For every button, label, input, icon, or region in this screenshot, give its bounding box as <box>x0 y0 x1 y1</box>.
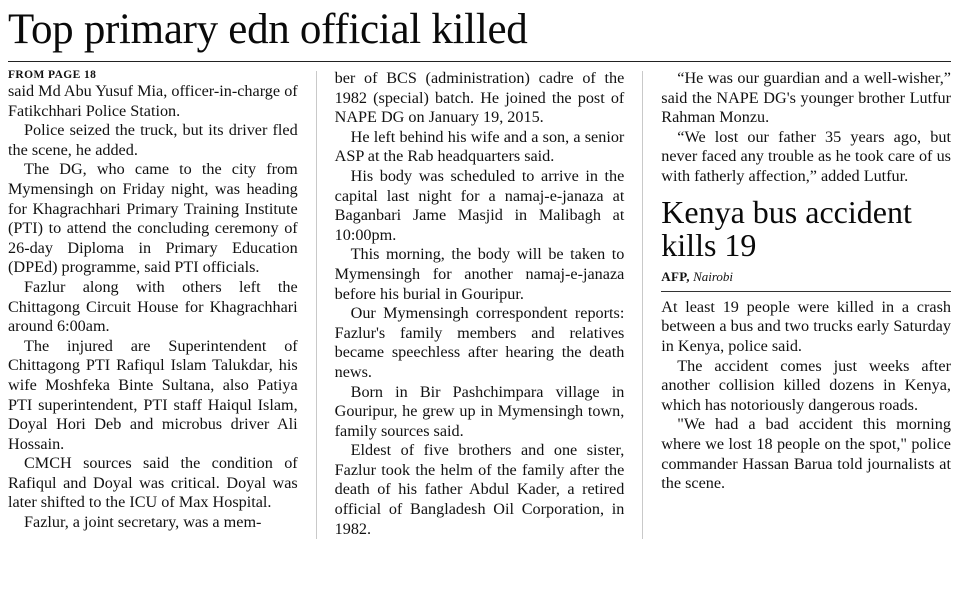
column-one <box>8 69 298 539</box>
paragraph: Born in Bir Pashchimpara village in Gouripur, he grew up in Mymensingh town, family sources said. <box>334 382 625 440</box>
paragraph: “He was our guardian and a well-wisher,” said the NAPE DG's younger brother Lutfur Rahman Monzu. <box>661 69 951 127</box>
byline-divider <box>661 291 951 292</box>
secondary-headline: Kenya bus accident kills 19 <box>661 193 912 264</box>
paragraph: The DG, who came to the city from Mymensingh on Friday night, was heading for Khagrachhari Primary Training Institute (PTI) to attend the concluding ceremony of 26-day Diploma in Primary Education (DPEd) programme, said PTI officials. <box>8 160 298 277</box>
paragraph: CMCH sources said the condition of Rafiqul and Doyal was critical. Doyal was later shifted to the ICU of Max Hospital. <box>8 454 298 512</box>
article-columns <box>0 69 959 539</box>
paragraph: Our Mymensingh correspondent reports: Fazlur's family members and relatives became speechless after hearing the death news. <box>334 304 625 381</box>
paragraph: The injured are Superintendent of Chittagong PTI Rafiqul Islam Talukdar, his wife Moshfeka Binte Sultana, also Patiya PTI superintendent, PTI staff Haiqul Islam, Doyal Hori Deb and microbus driver Ali Hossain. <box>8 336 298 453</box>
column-three <box>661 69 951 539</box>
page-title: Top primary edn official killed <box>8 6 528 53</box>
paragraph: Police seized the truck, but its driver fled the scene, he added. <box>8 121 298 159</box>
column-two <box>335 69 625 539</box>
paragraph: His body was scheduled to arrive in the capital last night for a namaj-e-janaza at Baganbari Jame Masjid in Malibagh at 10:00pm. <box>334 166 625 244</box>
byline-place: Nairobi <box>693 268 734 284</box>
paragraph: Eldest of five brothers and one sister, Fazlur took the helm of the family after the death of his father Abdul Kader, a retired official of Bangladesh Oil Corporation, in 1982. <box>334 441 625 538</box>
continuation-kicker: FROM PAGE 18 <box>8 69 97 81</box>
paragraph: This morning, the body will be taken to Mymensingh for another namaj-e-janaza before his burial in Gouripur. <box>334 245 625 303</box>
headline-divider <box>8 61 951 62</box>
paragraph: At least 19 people were killed in a crash between a bus and two trucks early Saturday in Kenya, police said. <box>661 297 951 355</box>
paragraph: Fazlur along with others left the Chittagong Circuit House for Khagrachhari around 6:00am. <box>8 277 298 336</box>
newspaper-page <box>0 8 959 607</box>
column-divider <box>316 71 317 539</box>
paragraph: "We had a bad accident this morning where we lost 18 people on the spot," police commander Hassan Barua told journalists at the scene. <box>661 415 951 493</box>
paragraph: said Md Abu Yusuf Mia, officer-in-charge of Fatikchhari Police Station. <box>8 82 298 120</box>
paragraph: “We lost our father 35 years ago, but never faced any trouble as he took care of us with fatherly affection,” added Lutfur. <box>661 127 951 185</box>
column-divider <box>642 71 643 539</box>
paragraph: Fazlur, a joint secretary, was a mem- <box>24 513 262 532</box>
byline-agency: AFP, <box>661 268 690 284</box>
paragraph: He left behind his wife and a son, a senior ASP at the Rab headquarters said. <box>334 127 625 166</box>
paragraph: The accident comes just weeks after another collision killed dozens in Kenya, which has notoriously dangerous roads. <box>661 356 951 414</box>
paragraph: ber of BCS (administration) cadre of the 1982 (special) batch. He joined the post of NAPE DG on January 19, 2015. <box>334 69 625 127</box>
byline <box>661 269 951 285</box>
